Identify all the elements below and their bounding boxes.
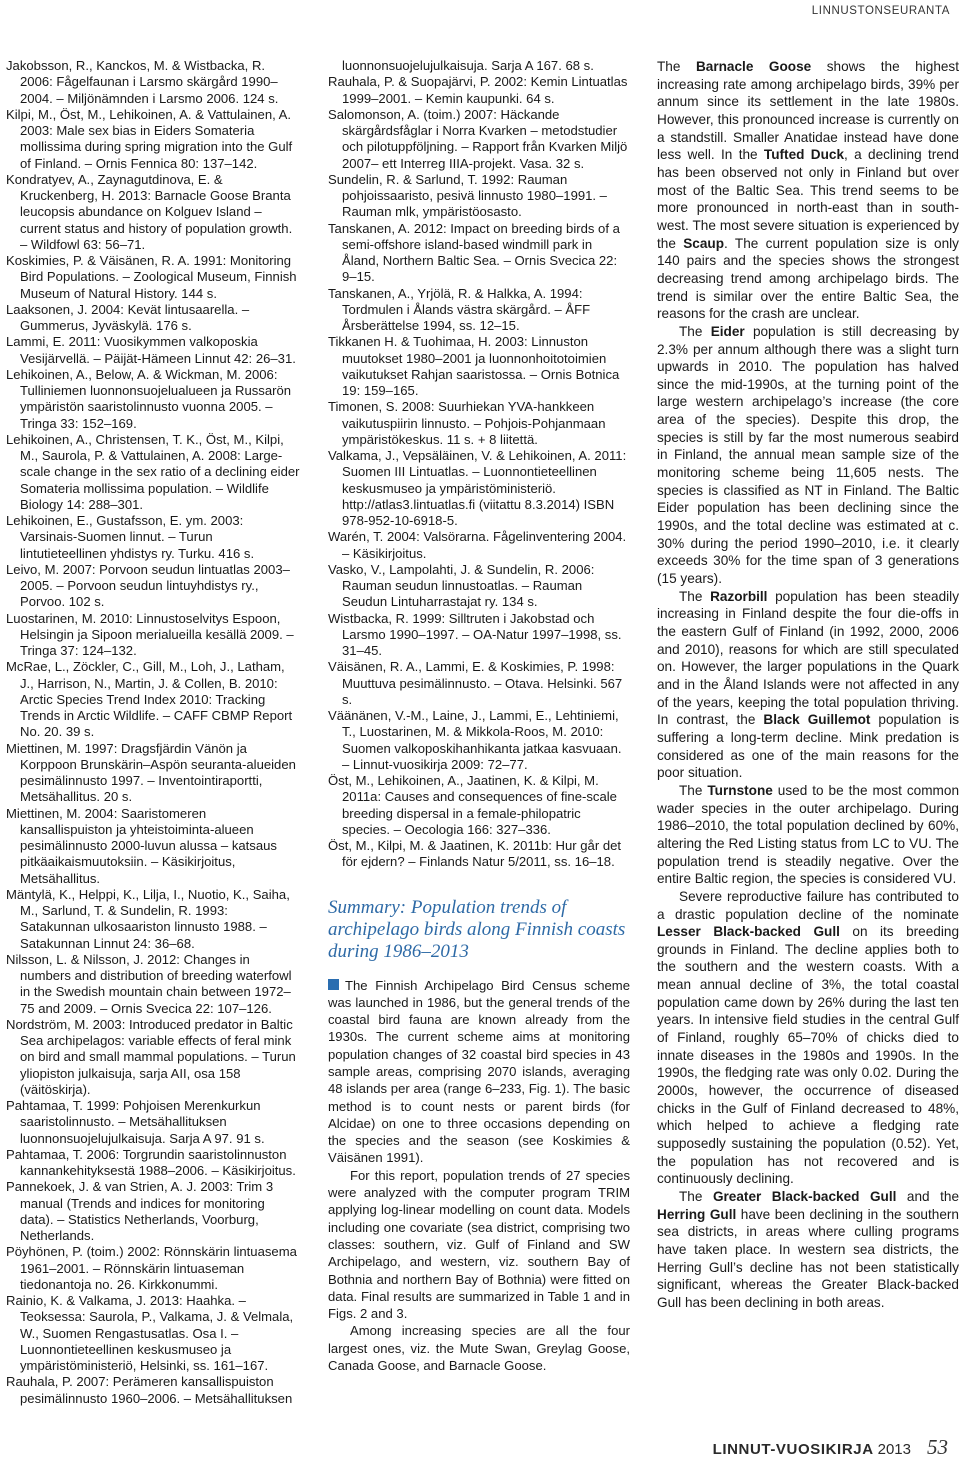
reference-item: Koskimies, P. & Väisänen, R. A. 1991: Monitoring Bird Populations. – Zoological Museum, Finnish Museum of Natural History. 144 s. [6,253,297,301]
page-number: 53 [927,1435,948,1459]
reference-item: Tanskanen, A. 2012: Impact on breeding birds of a semi-offshore island-based windmill park in Åland, Northern Baltic Sea. – Ornis Svecica 22: 9–15. [328,220,620,285]
summary-paragraph [328,977,630,1167]
summary-paragraph [657,323,959,588]
section-marker-square [328,979,339,990]
species-name: Black Guillemot [763,712,871,728]
species-name: Lesser Black-backed Gull [657,924,840,940]
text-run: have been declining in the southern sea districts, in areas where culling programs have taken place. In western sea districts, the Herring Gull’s decline has not been statistically significant, whereas the Greater Black-backed Gull has been declining in both areas. [657,1206,959,1310]
reference-item: Leivo, M. 2007: Porvoon seudun lintuatlas 2003–2005. – Porvoon seudun lintuyhdistys ry., Porvoo. 102 s. [6,561,290,610]
reference-item: Tikkanen H. & Tuohimaa, H. 2003: Linnuston muutokset 1980–2001 ja luonnonhoitotoimien vaikutukset Rahjan saaristossa. – Ornis Botnica 19: 159–165. [328,334,620,398]
running-header: LINNUSTONSEURANTA [811,5,950,17]
reference-item: McRae, L., Zöckler, C., Gill, M., Loh, J., Latham, J., Harrison, N., Martin, J. & Collen, B. 2010: Arctic Species Trend Index 2010: Tracking Trends in Arctic Wildlife. – CAFF CBMP Report No. 20. 39 s. [6,659,293,740]
references-and-summary-column [328,58,630,1374]
summary-paragraph [657,888,959,1188]
reference-item: Pahtamaa, T. 1999: Pohjoisen Merenkurkun saaristolinnusto. – Metsähallituksen luonnonsuojelujulkaisuja. Sarja A 97. 91 s. [6,1098,265,1146]
reference-item: Lehikoinen, A., Below, A. & Wickman, M. 2006: Tulliniemen luonnonsuojelualueen ja Russarön ympäristön saaristolinnusto vuonna 2005. – Tringa 33: 152–169. [6,366,292,431]
summary-paragraph [657,588,959,782]
summary-paragraph: For this report, population trends of 27 species were analyzed with the computer program TRIM applying log-linear modelling on count data. Models including one covariate (sea district, comprising two classes: southern, viz. Gulf of Finland and SW Archipelago, and western, viz. southern Bay of Bothnia and northern Bay of Bothnia) were fitted on data. Final results are summarized in Table 1 and in Figs. 2 and 3. [328,1167,630,1322]
reference-item: Lehikoinen, A., Christensen, T. K., Öst, M., Kilpi, M., Saurola, P. & Vattulainen, A. 2008: Large-scale change in the sex ratio of a declining eider Somateria mollissima population. – Wildlife Biology 14: 288–301. [6,431,300,512]
species-name: Scaup [683,235,725,251]
reference-item: Väänänen, V.-M., Laine, J., Lammi, E., Lehtiniemi, T., Luostarinen, M. & Mikkola-Roos, M. 2010: Suomen valkoposkihanhikanta jatkaa kasvuaan. – Linnut-vuosikirja 2009: 72–77. [328,708,622,772]
text-run: used to be the most common wader species in the outer archipelago. During 1986–2010, the total population declined by 60%, altering the Red Listing status from LC to VU. The population trend is steadily negative. Over the entire Baltic region, the species is considered VU. [657,782,960,887]
summary-paragraph [657,782,959,888]
text-run: , a declining trend has been observed not only in Finland but over most of the Baltic Sea. This trend seems to be more pronounced in north-east than in south-west. The most severe situation is experienced by the [657,147,959,251]
reference-item: Valkama, J., Vepsäläinen, V. & Lehikoinen, A. 2011: Suomen III Lintuatlas. – Luonnontieteellinen keskusmuseo ja ympäristöministeriö. http://atlas3.lintuatlas.fi (viitattu 8.3.2014) ISBN 978-952-10-6918-5. [328,448,627,528]
species-name: Barnacle Goose [695,59,812,74]
journal-year: 2013 [877,1441,911,1458]
text-run: population is still decreasing by 2.3% per annum although there was a slight turn upwards in 2010. The population has halved since the mid-1990s, at the turning point of the large western archipelago’s increase (the core area of the species). Despite this drop, the species is still by far the most numerous seabird in Finland, the annual mean sample size of the monitoring scheme being 11,605 nests. The species is classified as NT in Finland. The Baltic Eider population has been declining since the 1990s, and the total decline was estimated at c. 30% during the period 1990–2010, i.e. it clearly exceeds 30% for the time span of 3 generations (15 years). [657,323,960,587]
summary-column [657,58,959,1312]
species-name: Turnstone [707,782,773,798]
reference-item: Laaksonen, J. 2004: Kevät lintusaarella. – Gummerus, Jyväskylä. 176 s. [6,301,250,333]
text-run: shows the highest increasing rate among archipelago birds, 39% per annum since its settlement in the late 1980s. However, this pronounced increase is currently on a standstill. Smaller Anatidae instead have done less well. In the [657,59,960,163]
text-run: . The current population size is only 140 pairs and the species shows the strongest decreasing trend among archipelago birds. The trend is similar over the entire Baltic Sea, the reasons for the crash are unclear. [657,235,959,322]
reference-item: Rainio, K. & Valkama, J. 2013: Haahka. – Teoksessa: Saurola, P., Valkama, J. & Velmala, W., Suomen Rengastusatlas. Osa I. – Luonnontieteellinen keskusmuseo ja ympäristöministeriö, Helsinki, ss. 161–167. [6,1293,294,1373]
text-run: population is suffering a long-term decline. Mink predation is considered as one of the main reasons for the poor situation. [657,712,959,781]
species-name: Razorbill [710,588,768,604]
summary-heading: Summary: Population trends of archipelago birds along Finnish coasts during 1986–2013 [328,896,626,962]
reference-item: Kondratyev, A., Zaynagutdinova, E. & Kruckenberg, H. 2013: Barnacle Goose Branta leucopsis abundance on Kolguev Island – current status and history of population growth. – Wildfowl 63: 56–71. [6,171,293,252]
summary-paragraph-text: The Finnish Archipelago Bird Census scheme was launched in 1986, but the general trends of the coastal bird fauna are known already from the 1930s. The current scheme aims at monitoring population changes of 32 coastal bird species in 43 sample areas, comprising 2070 islands, averaging 48 islands per area (range 6–233, Fig. 1). The basic method is to count nests or parent birds (for Alcidae) on one to three occasions depending on the species and the season (see Koskimies & Väisänen 1991). [328,977,630,1166]
reference-item: Rauhala, P. 2007: Perämeren kansallispuiston pesimälinnusto 1960–2006. – Metsähallituksen [6,1374,293,1406]
text-run: on its breeding grounds in Finland. The decline applies both to the southern and the western coasts. With a mean annual decline of 3%, the total coastal population came down by 26% during the last ten years. In intensive field studies in the central Gulf of Finland, roughly 65–70% of chicks died to innate diseases in the 1980s and 1990s. In the 1990s, the fledging rate was only 0.02. During the 2000s, however, the occurrence of diseased chicks in the Gulf of Finland decreased to 48%, which helped to achieve a fledging rate supposedly sustaining the population (0.52). Yet, the population has not recovered and is continuously declining. [657,924,960,1187]
reference-item: Nordström, M. 2003: Introduced predator in Baltic Sea archipelagos: variable effects of feral mink on bird and small mammal populations. – Turun yliopiston julkaisuja, sarja AII, osa 158 (väitöskirja). [6,1016,296,1097]
reference-item: Tanskanen, A., Yrjölä, R. & Halkka, A. 1994: Tordmulen i Ålands västra skärgård. – ÅFF Årsberättelse 1994, ss. 12–15. [328,285,591,333]
reference-item: Timonen, S. 2008: Suurhiekan YVA-hankkeen vaikutuspiirin linnusto. – Pohjois-Pohjanmaan ympäristökeskus. 11 s. + 8 liitettä. [328,399,606,447]
reference-item: Kilpi, M., Öst, M., Lehikoinen, A. & Vattulainen, A. 2003: Male sex bias in Eiders Somateria mollissima during spring migration into the Gulf of Finland. – Ornis Fennica 80: 137–142. [6,106,293,171]
reference-item-continued: luonnonsuojelujulkaisuja. Sarja A 167. 68 s. [342,58,594,73]
reference-item: Öst, M., Lehikoinen, A., Jaatinen, K. & Kilpi, M. 2011a: Causes and consequences of fine-scale breeding dispersal in a female-philopatric species. – Oecologia 166: 327–336. [328,773,617,837]
species-name: Tufted Duck [763,147,845,163]
page-footer [713,1436,948,1458]
text-run: and the [896,1189,960,1204]
text-run: The [679,323,711,339]
species-name: Eider [710,323,745,339]
journal-name: LINNUT-VUOSIKIRJA [712,1441,874,1458]
summary-paragraph: Among increasing species are all the four largest ones, viz. the Mute Swan, Greylag Goose, Canada Goose, and Barnacle Goose. [328,1323,630,1374]
text-run: The [679,782,708,798]
reference-item: Sundelin, R. & Sarlund, T. 1992: Rauman pohjoissaaristo, pesivä linnusto 1980–1991. – Rauman mlk, ympäristöosasto. [328,171,607,220]
reference-item: Mäntylä, K., Helppi, K., Lilja, I., Nuotio, K., Saiha, M., Sarlund, T. & Sundelin, R. 1993: Satakunnan ulkosaariston linnusto 1988. – Satakunnan Linnut 24: 36–68. [6,886,290,951]
reference-item: Salomonson, A. (toim.) 2007: Häckande skärgårdsfåglar i Norra Kvarken – metodstudier och pilotuppföljning. – Rapport från Kvarken Miljö 2007– ett Interreg IIIA-projekt. Vasa. 32 s. [328,106,628,171]
summary-paragraph [657,58,959,323]
reference-item: Miettinen, M. 2004: Saaristomeren kansallispuiston ja yhteistoiminta-alueen pesimälinnusto 2000-luvun alussa – katsaus pitkäaikaismuutoksiin. – Käsikirjoitus, Metsähallitus. [6,805,277,886]
reference-item: Öst, M., Kilpi, M. & Jaatinen, K. 2011b: Hur går det för ejdern? – Finlands Natur 5/2011, ss. 16–18. [328,838,622,870]
text-run: The [679,588,711,604]
reference-item: Pöyhönen, P. (toim.) 2002: Rönnskärin lintuasema 1961–2001. – Rönnskärin lintuaseman tiedonantoja no. 26. Kirkkonummi. [6,1244,297,1292]
text-run: Severe reproductive failure has contributed to a drastic population decline of the nominate [657,888,959,922]
summary-paragraph [657,1188,959,1312]
reference-item: Väisänen, R. A., Lammi, E. & Koskimies, P. 1998: Muuttuva pesimälinnusto. – Otava. Helsinki. 567 s. [328,659,623,707]
reference-item: Lammi, E. 2011: Vuosikymmen valkoposkia Vesijärvellä. – Päijät-Hämeen Linnut 42: 26–31. [6,334,296,366]
reference-item: Luostarinen, M. 2010: Linnustoselvitys Espoon, Helsingin ja Sipoon merialueilla kesällä 2009. – Tringa 37: 124–132. [6,610,294,658]
text-run: The [679,1189,713,1204]
text-run: population has been steadily increasing in Finland despite the four die-offs in the eastern Gulf of Finland (in 1992, 2000, 2006 and 2010), reasons for which are still speculated on. However, the larger populations in the Quark and in the Åland Islands were not affected in any of the years, keeping the total population thriving. In contrast, the [657,588,959,728]
reference-item: Jakobsson, R., Kanckos, M. & Wistbacka, R. 2006: Fågelfaunan i Larsmo skärgård 1990–2004. – Miljönämnden i Larsmo 2006. 124 s. [6,58,279,106]
reference-item: Wistbacka, R. 1999: Silltruten i Jakobstad och Larsmo 1990–1997. – OA-Natur 1997–1998, ss. 31–45. [328,610,622,658]
species-name: Herring Gull [657,1206,737,1222]
text-run: The [657,59,696,74]
references-column-1 [6,58,300,1407]
reference-item: Rauhala, P. & Suopajärvi, P. 2002: Kemin Lintuatlas 1999–2001. – Kemin kaupunki. 64 s. [328,74,628,106]
reference-item: Vasko, V., Lampolahti, J. & Sundelin, R. 2006: Rauman seudun linnustoatlas. – Rauman Seudun Lintuharrastajat ry. 134 s. [328,561,595,610]
reference-item: Miettinen, M. 1997: Dragsfjärdin Vänön ja Korppoon Brunskärin–Aspön seuranta-alueiden pesimälinnusto 1997. – Inventointiraportti, Metsähallitus. 20 s. [6,740,296,805]
reference-item: Nilsson, L. & Nilsson, J. 2012: Changes in numbers and distribution of breeding waterfowl in the Swedish mountain chain between 1972–75 and 2009. – Ornis Svecica 22: 107–126. [6,951,292,1016]
reference-item: Warén, T. 2004: Valsörarna. Fågelinventering 2004. – Käsikirjoitus. [328,529,627,561]
reference-item: Pannekoek, J. & van Strien, A. J. 2003: Trim 3 manual (Trends and indices for monitoring data). – Statistics Netherlands, Voorburg, Netherlands. [6,1179,274,1243]
species-name: Greater Black-backed Gull [712,1189,897,1204]
reference-item: Lehikoinen, E., Gustafsson, E. ym. 2003: Varsinais-Suomen linnut. – Turun lintutieteellinen yhdistys ry. Turku. 416 s. [6,513,255,561]
reference-item: Pahtamaa, T. 2006: Torgrundin saaristolinnuston kannankehityksestä 1988–2006. – Käsikirjoitus. [6,1146,296,1178]
